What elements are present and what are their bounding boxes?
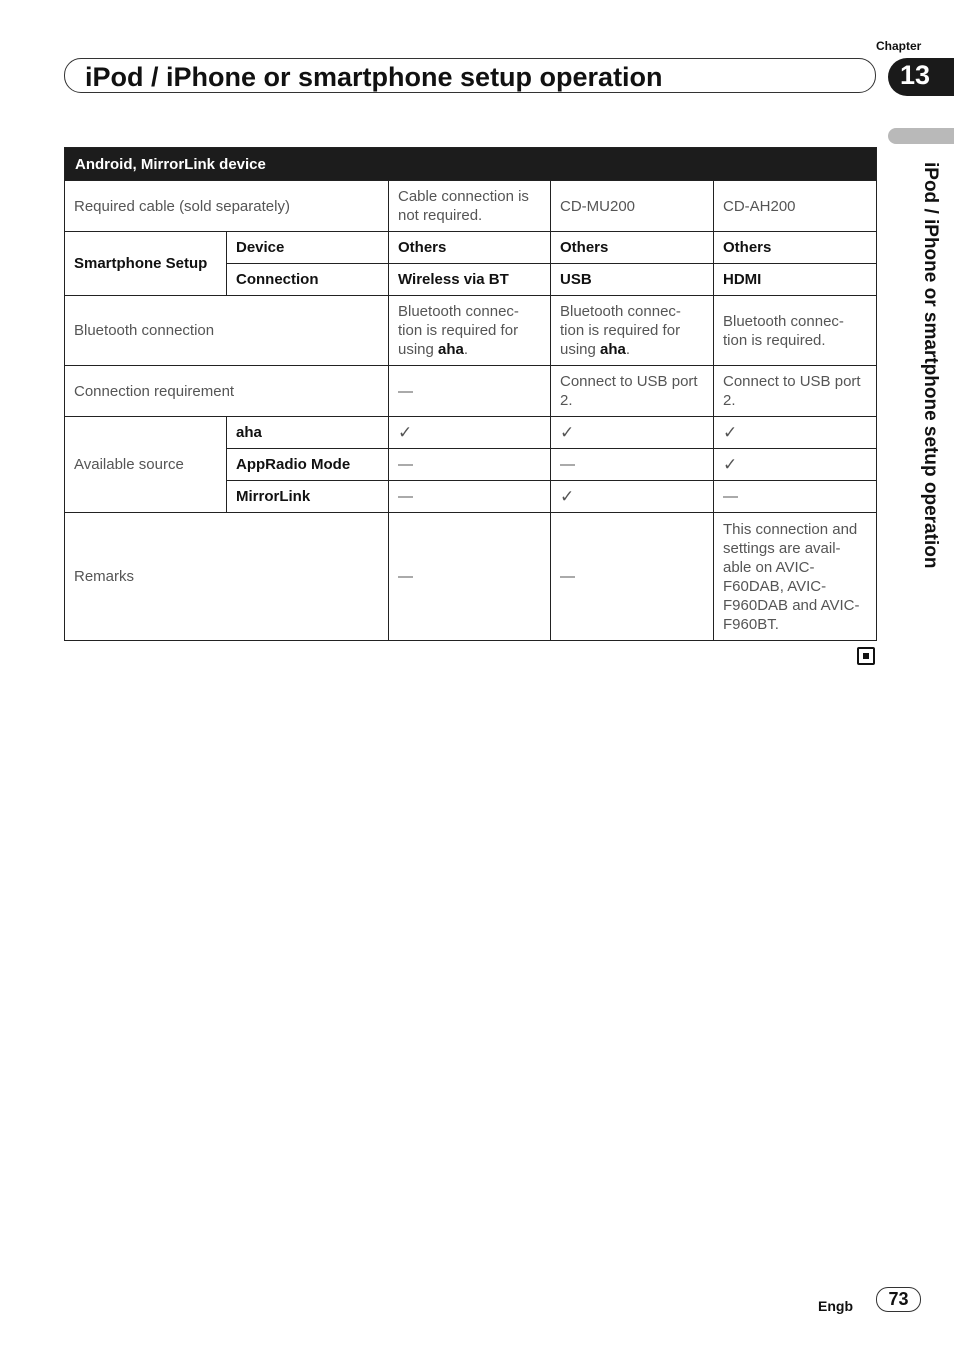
bluetooth-value-1	[389, 296, 551, 366]
connection-requirement-label: Connection requirement	[65, 366, 389, 417]
source-appradio-value-2: —	[551, 449, 714, 481]
table-row	[65, 417, 877, 449]
bluetooth-value-2-source: aha	[600, 341, 626, 358]
source-name-appradio: AppRadio Mode	[227, 449, 389, 481]
source-appradio-value-3: ✓	[714, 449, 877, 481]
available-source-label: Available source	[65, 417, 227, 513]
connection-value-2: USB	[551, 264, 714, 296]
connection-label: Connection	[227, 264, 389, 296]
side-tab-marker	[888, 128, 954, 144]
device-value-1: Others	[389, 232, 551, 264]
bluetooth-value-3: Bluetooth connec-tion is required.	[714, 296, 877, 366]
section-end-icon	[857, 647, 875, 665]
table-heading-row	[65, 148, 877, 181]
side-section-title: iPod / iPhone or smartphone setup operation	[920, 162, 941, 569]
cable-row-label: Required cable (sold separately)	[65, 181, 389, 232]
cable-value-3: CD-AH200	[714, 181, 877, 232]
smartphone-setup-label: Smartphone Setup	[65, 232, 227, 296]
table-heading: Android, MirrorLink device	[65, 148, 877, 181]
chapter-badge	[888, 58, 954, 96]
source-name-mirrorlink: MirrorLink	[227, 481, 389, 513]
remarks-value-3: This connection and settings are avail-able on AVIC-F60DAB, AVIC-F960DAB and AVIC-F960BT.	[714, 513, 877, 641]
bluetooth-value-2	[551, 296, 714, 366]
connection-requirement-value-2: Connect to USB port 2.	[551, 366, 714, 417]
table-row	[65, 366, 877, 417]
chapter-label: Chapter	[876, 39, 922, 53]
page-title: iPod / iPhone or smartphone setup operation	[85, 62, 663, 92]
remarks-value-2: —	[551, 513, 714, 641]
source-mirrorlink-value-2: ✓	[551, 481, 714, 513]
bluetooth-value-2-end: .	[625, 341, 631, 358]
bluetooth-row-label: Bluetooth connection	[65, 296, 389, 366]
cable-value-1: Cable connection is not required.	[389, 181, 551, 232]
device-value-3: Others	[714, 232, 877, 264]
connection-value-1: Wireless via BT	[389, 264, 551, 296]
remarks-label: Remarks	[65, 513, 389, 641]
chapter-number: 13	[900, 60, 931, 90]
page-number: 73	[876, 1287, 921, 1312]
table-row	[65, 296, 877, 366]
source-aha-value-1: ✓	[389, 417, 551, 449]
device-label: Device	[227, 232, 389, 264]
table-row	[65, 181, 877, 232]
bluetooth-value-2-text: Bluetooth connec-tion is required for using	[560, 303, 681, 358]
device-value-2: Others	[551, 232, 714, 264]
source-name-aha: aha	[227, 417, 389, 449]
connection-requirement-value-3: Connect to USB port 2.	[714, 366, 877, 417]
bluetooth-value-1-end: .	[463, 341, 469, 358]
device-spec-table	[64, 147, 877, 641]
page-title-bar	[64, 58, 876, 93]
language-label: Engb	[818, 1298, 853, 1314]
source-aha-value-2: ✓	[551, 417, 714, 449]
source-aha-value-3: ✓	[714, 417, 877, 449]
bluetooth-value-1-source: aha	[438, 341, 464, 358]
source-mirrorlink-value-3: —	[714, 481, 877, 513]
table-row	[65, 232, 877, 264]
source-appradio-value-1: —	[389, 449, 551, 481]
source-mirrorlink-value-1: —	[389, 481, 551, 513]
remarks-value-1: —	[389, 513, 551, 641]
connection-requirement-value-1: —	[389, 366, 551, 417]
table-row	[65, 513, 877, 641]
connection-value-3: HDMI	[714, 264, 877, 296]
bluetooth-value-1-text: Bluetooth connec-tion is required for using	[398, 303, 519, 358]
cable-value-2: CD-MU200	[551, 181, 714, 232]
